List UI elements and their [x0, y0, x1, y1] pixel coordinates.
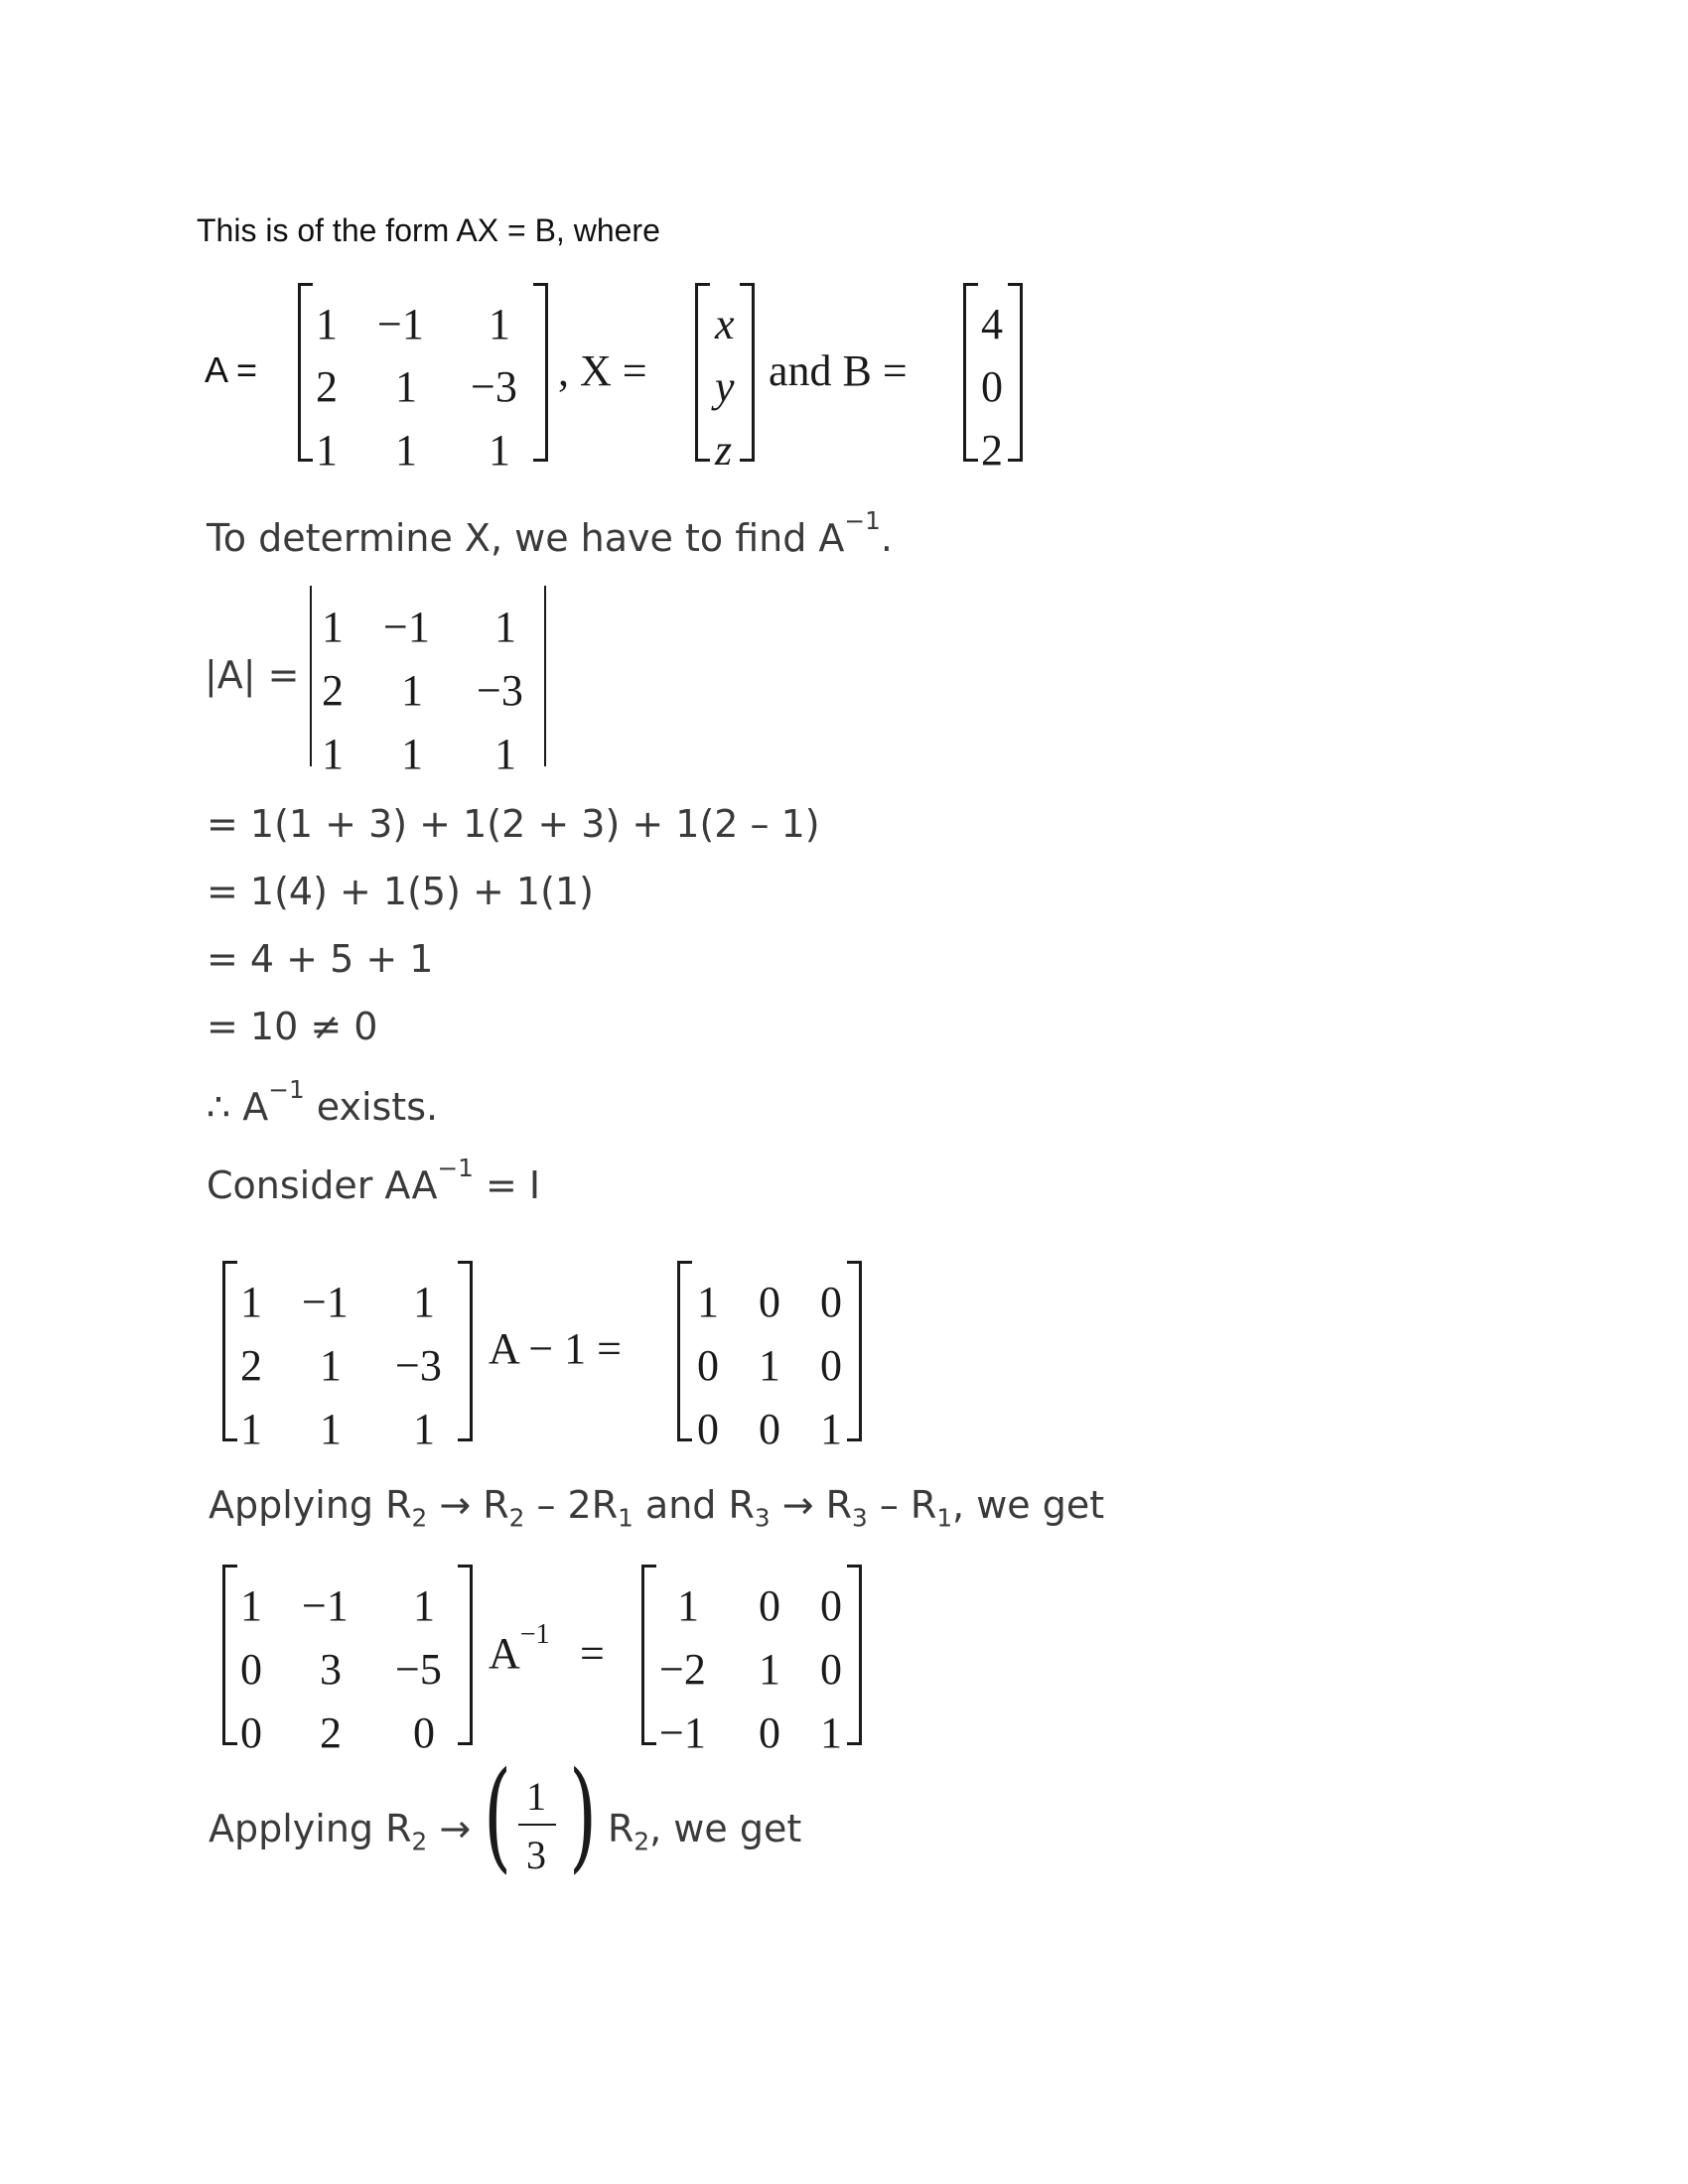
eq3-left-cell: 0	[240, 1708, 262, 1757]
consider-pre: Consider AA	[207, 1163, 438, 1207]
apply1-text: , we get	[952, 1483, 1105, 1527]
eq3-right-cell: 0	[759, 1581, 780, 1630]
eq2-left-cell: −3	[395, 1341, 442, 1390]
eq3-right-cell: 1	[677, 1581, 699, 1630]
apply1-text: – R	[867, 1483, 937, 1527]
det-cell: −1	[383, 603, 430, 651]
matrix-identity	[677, 1261, 862, 1453]
right-paren: )	[569, 1747, 598, 1885]
det-cell: 1	[494, 730, 516, 778]
consider-post: = I	[473, 1163, 541, 1207]
matrix-eq3-left	[222, 1565, 473, 1757]
apply1-sub: 2	[411, 1503, 428, 1533]
eq3-mid-sup: −1	[519, 1618, 550, 1650]
matrix-A-cell: 1	[316, 426, 338, 475]
consider-line	[207, 1153, 541, 1207]
eq3-left-cell: 1	[240, 1581, 262, 1630]
eq3-right-cell: 1	[759, 1645, 780, 1694]
identity-cell: 1	[697, 1278, 719, 1326]
fraction-bar	[518, 1824, 556, 1826]
eq3-left-cell: 0	[240, 1645, 262, 1694]
eq3-left-cell: −1	[302, 1581, 349, 1630]
apply1-sub: 3	[754, 1503, 771, 1533]
matrix-B-cell: 2	[981, 426, 1003, 475]
det-cell: 1	[401, 730, 423, 778]
eq3-right-cell: −2	[659, 1645, 706, 1694]
apply2-prefix	[209, 1807, 472, 1856]
eq2-left-cell: 1	[413, 1405, 435, 1453]
exists-sup: −1	[268, 1074, 305, 1104]
identity-cell: 0	[759, 1405, 780, 1453]
apply2-suffix	[608, 1807, 802, 1856]
eq3-right-cell: 0	[820, 1645, 842, 1694]
eq2-left-cell: −1	[302, 1278, 349, 1326]
identity-cell: 0	[697, 1341, 719, 1390]
determine-text	[207, 505, 893, 560]
eq3-right-cell: 0	[820, 1581, 842, 1630]
matrix-A-cell: 1	[489, 300, 510, 348]
intro-text: This is of the form AX = B, where	[197, 212, 660, 248]
exists-post: exists.	[304, 1085, 439, 1129]
matrix-B	[963, 283, 1023, 475]
identity-cell: 1	[759, 1341, 780, 1390]
matrix-A-cell: 1	[395, 362, 417, 411]
matrix-A-cell: 1	[316, 300, 338, 348]
eq3-equals: =	[580, 1629, 605, 1678]
apply1-line	[209, 1483, 1105, 1533]
eq3-mid	[489, 1618, 550, 1679]
eq2-left-cell: 1	[320, 1405, 342, 1453]
apply2-text: , we get	[649, 1807, 802, 1850]
identity-cell: 0	[697, 1405, 719, 1453]
fraction-denominator: 3	[526, 1833, 546, 1877]
det-cell: 1	[401, 666, 423, 715]
matrix-X	[695, 283, 755, 475]
consider-sup: −1	[437, 1153, 474, 1182]
eq3-left-cell: −5	[395, 1645, 442, 1694]
matrix-eq3-right	[641, 1565, 862, 1757]
eq2-left-cell: 1	[320, 1341, 342, 1390]
eq2-left-cell: 2	[240, 1341, 262, 1390]
identity-cell: 0	[820, 1278, 842, 1326]
eq2-mid: A − 1 =	[489, 1324, 622, 1373]
identity-cell: 0	[820, 1341, 842, 1390]
step-line: = 4 + 5 + 1	[207, 937, 434, 981]
eq3-left-cell: 0	[413, 1708, 435, 1757]
det-label: |A| =	[205, 653, 300, 697]
apply1-sub: 1	[618, 1503, 633, 1533]
determine-body: To determine X, we have to find A	[207, 516, 845, 560]
apply2-text: →	[427, 1807, 472, 1850]
step-line: = 10 ≠ 0	[207, 1005, 378, 1048]
matrix-A	[298, 283, 548, 475]
apply2-sub: 2	[411, 1827, 428, 1856]
det-cell: 2	[322, 666, 344, 715]
det-cell: 1	[322, 730, 344, 778]
exists-line	[207, 1074, 439, 1129]
matrix-X-cell: x	[715, 300, 735, 348]
matrix-A-cell: 1	[489, 426, 510, 475]
apply2-sub: 2	[633, 1827, 650, 1856]
determine-sup: −1	[844, 505, 881, 535]
eq3-left-cell: 3	[320, 1645, 342, 1694]
det-cell: 1	[494, 603, 516, 651]
eq3-mid-a: A	[489, 1629, 520, 1678]
matrix-eq2-left	[222, 1261, 473, 1453]
identity-cell: 1	[820, 1405, 842, 1453]
apply1-sub: 2	[508, 1503, 525, 1533]
det-cell: 1	[322, 603, 344, 651]
det-cell: −3	[477, 666, 523, 715]
b-label: and B =	[769, 346, 908, 395]
determinant-A	[310, 586, 546, 778]
eq3-left-cell: 1	[413, 1581, 435, 1630]
a-label: A =	[205, 349, 258, 390]
apply1-text: – 2R	[524, 1483, 619, 1527]
identity-cell: 0	[759, 1278, 780, 1326]
exists-pre: ∴ A	[207, 1085, 269, 1129]
step-line: = 1(1 + 3) + 1(2 + 3) + 1(2 – 1)	[207, 802, 820, 846]
eq2-left-cell: 1	[240, 1278, 262, 1326]
eq3-right-cell: 0	[759, 1708, 780, 1757]
eq2-left-cell: 1	[240, 1405, 262, 1453]
eq2-left-cell: 1	[413, 1278, 435, 1326]
apply2-text: Applying R	[209, 1807, 412, 1850]
left-paren: (	[484, 1747, 512, 1885]
x-label: , X =	[558, 346, 647, 395]
matrix-B-cell: 0	[981, 362, 1003, 411]
apply1-text: → R	[770, 1483, 853, 1527]
determine-end: .	[880, 516, 893, 560]
eq3-right-cell: −1	[659, 1708, 706, 1757]
matrix-X-cell: y	[715, 362, 735, 411]
matrix-X-cell: z	[715, 426, 733, 475]
matrix-B-cell: 4	[981, 300, 1003, 348]
apply1-text: → R	[427, 1483, 509, 1527]
apply1-sub: 1	[936, 1503, 953, 1533]
step-line: = 1(4) + 1(5) + 1(1)	[207, 870, 594, 913]
matrix-A-cell: 2	[316, 362, 338, 411]
apply1-sub: 3	[852, 1503, 868, 1533]
apply1-text: and R	[633, 1483, 755, 1527]
fraction-numerator: 1	[526, 1774, 546, 1819]
apply2-text: R	[608, 1807, 634, 1850]
matrix-A-cell: −1	[377, 300, 424, 348]
eq3-right-cell: 1	[820, 1708, 842, 1757]
matrix-A-cell: −3	[471, 362, 517, 411]
apply1-text: Applying R	[209, 1483, 412, 1527]
eq3-left-cell: 2	[320, 1708, 342, 1757]
matrix-A-cell: 1	[395, 426, 417, 475]
